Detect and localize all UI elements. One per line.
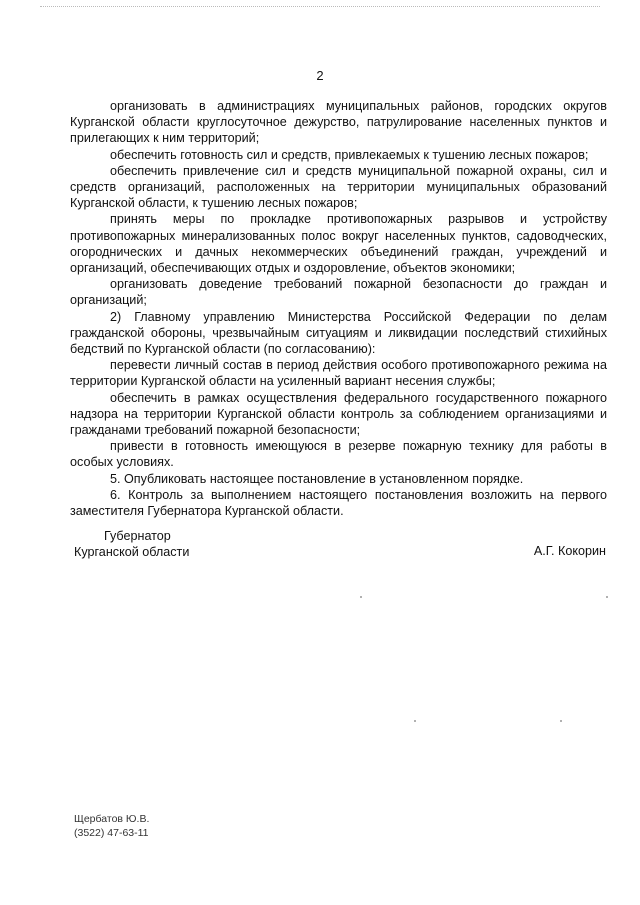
paragraph: организовать в администрациях муниципальных районов, городских округов Курганской области круглосуточное дежурство, патрулирование населенных пунктов и прилегающих к ним территорий; (70, 99, 607, 146)
scan-speck (606, 596, 608, 598)
paragraph: 6. Контроль за выполнением настоящего постановления возложить на первого заместителя Губернатора Курганской области. (70, 487, 607, 519)
paragraph: перевести личный состав в период действия особого противопожарного режима на территории Курганской области на усиленный вариант несения службы; (70, 358, 607, 389)
document-footer (74, 812, 149, 840)
document-body (70, 98, 607, 519)
paragraph: обеспечить привлечение сил и средств муниципальной пожарной охраны, сил и средств организаций, расположенных на территории муниципальных образований Курганской области, к тушению лесных пожаров; (70, 163, 607, 211)
paragraph: 2) Главному управлению Министерства Российской Федерации по делам гражданской обороны, чрезвычайным ситуациям и ликвидации последствий стихийных бедствий по Курганской области (по согласованию): (70, 309, 607, 357)
scan-speck (560, 720, 562, 722)
signatory-title-line1: Губернатор (104, 529, 171, 543)
paragraph: принять меры по прокладке противопожарных разрывов и устройству противопожарных минерализованных полос вокруг населенных пунктов, садоводческих, огороднических и дачных некоммерческих объединений граждан, учреждений и организаций, обеспечивающих отдых и оздоровление, объектов экономики; (70, 212, 607, 276)
footer-phone: (3522) 47-63-11 (74, 827, 149, 839)
paragraph: привести в готовность имеющуюся в резерве пожарную технику для работы в особых условиях. (70, 439, 607, 470)
signatory-title-line2: Курганской области (74, 545, 190, 559)
paragraph: обеспечить готовность сил и средств, привлекаемых к тушению лесных пожаров; (110, 147, 589, 162)
scan-speck (360, 596, 362, 598)
signatory-title (74, 528, 189, 560)
footer-author: Щербатов Ю.В. (74, 813, 150, 825)
paragraph: 5. Опубликовать настоящее постановление в установленном порядке. (110, 471, 524, 486)
scan-speck (414, 720, 416, 722)
page-number: 2 (316, 68, 324, 83)
paragraph: обеспечить в рамках осуществления федерального государственного пожарного надзора на территории Курганской области контроль за соблюдением организациями и гражданами требований пожарной безопасности; (70, 390, 607, 438)
paragraph: организовать доведение требований пожарной безопасности до граждан и организаций; (70, 277, 607, 308)
signatory-name: А.Г. Кокорин (533, 544, 606, 558)
scan-artifact-line (40, 6, 600, 9)
